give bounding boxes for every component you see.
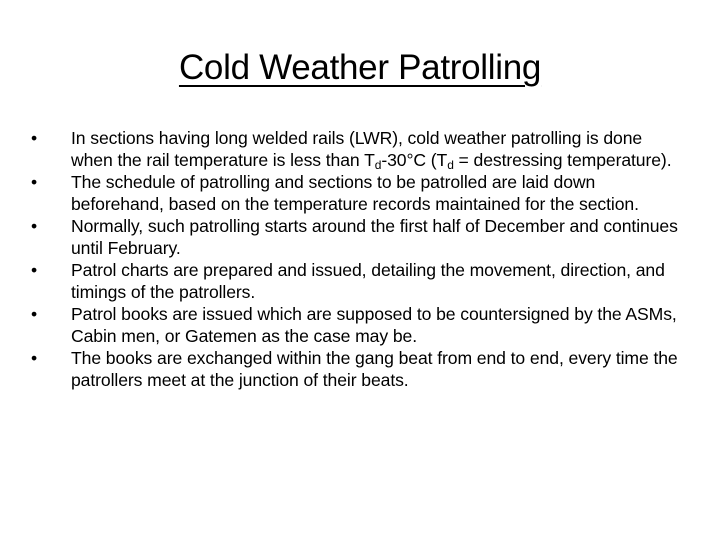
- bullet-item: [28, 215, 688, 259]
- bullet-dot-icon: •: [30, 216, 38, 236]
- bullet-item: [28, 303, 688, 347]
- bullet-item: [28, 347, 688, 391]
- subscript: d: [447, 158, 454, 172]
- bullet-text: Normally, such patrolling starts around the first half of December and continues until February.: [71, 216, 678, 258]
- bullet-item: [28, 171, 688, 215]
- bullet-text: The books are exchanged within the gang beat from end to end, every time the patrollers meet at the junction of their beats.: [71, 348, 678, 390]
- bullet-list: [28, 127, 688, 391]
- bullet-dot-icon: •: [30, 304, 38, 324]
- bullet-text: The schedule of patrolling and sections to be patrolled are laid down beforehand, based on the temperature records maintained for the section.: [71, 172, 639, 214]
- bullet-dot-icon: •: [30, 348, 38, 368]
- bullet-dot-icon: •: [30, 172, 38, 192]
- bullet-text: Patrol charts are prepared and issued, detailing the movement, direction, and timings of the patrollers.: [71, 260, 665, 302]
- subscript: d: [374, 158, 382, 172]
- bullet-text: Patrol books are issued which are supposed to be countersigned by the ASMs, Cabin men, or Gatemen as the case may be.: [71, 304, 677, 346]
- bullet-dot-icon: •: [30, 260, 38, 280]
- bullet-item: [28, 127, 688, 171]
- bullet-text: In sections having long welded rails (LWR), cold weather patrolling is done when the rail temperature is less than $T_d-30^\circ C$ ($T_d$ = destressing temperature).: [71, 128, 672, 172]
- bullet-dot-icon: •: [30, 128, 38, 148]
- bullet-item: [28, 259, 688, 303]
- slide-title: Cold Weather Patrolling: [178, 48, 542, 87]
